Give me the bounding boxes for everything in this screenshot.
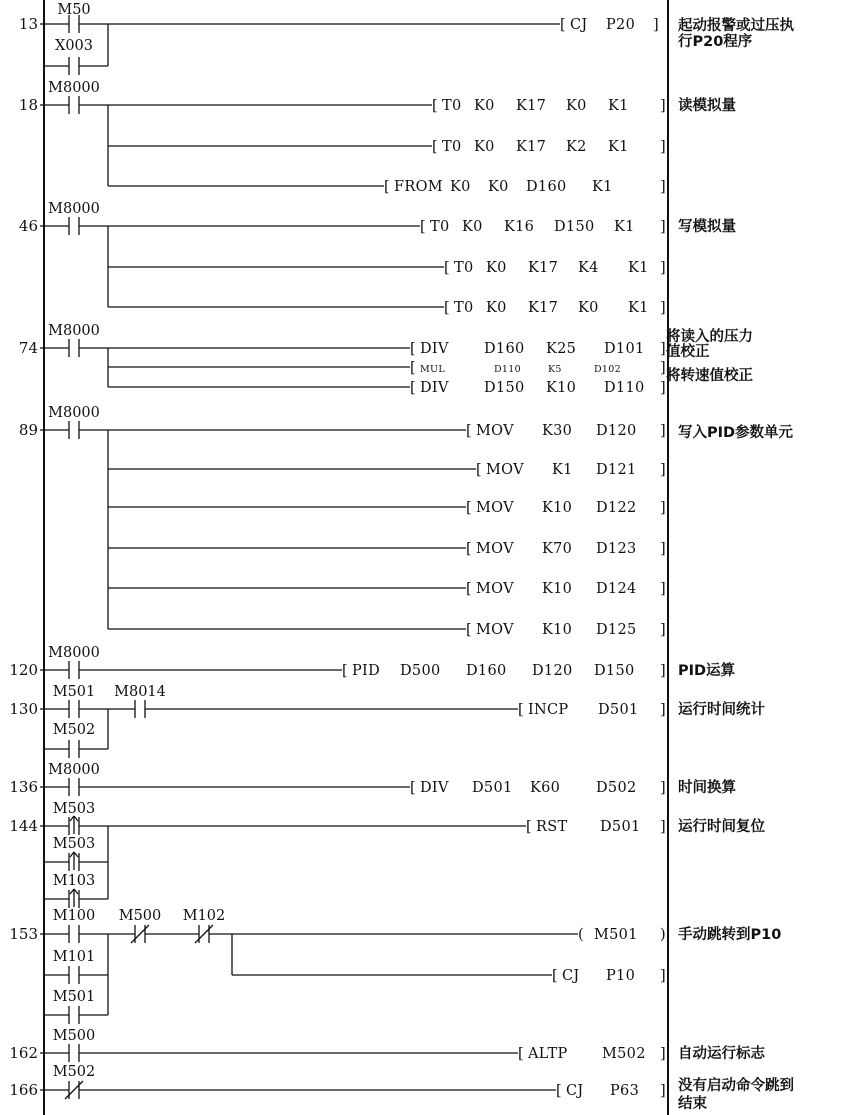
- instruction-operand: D160: [484, 341, 525, 357]
- comment-text: 将读入的压力: [666, 329, 753, 345]
- bracket-close: ]: [660, 98, 666, 114]
- instruction-operand: P20: [606, 17, 636, 33]
- instruction-operand: FROM: [394, 179, 443, 195]
- bracket-close: ]: [660, 139, 666, 155]
- instruction-operand: D150: [594, 663, 635, 679]
- instruction-operand: K4: [578, 260, 599, 276]
- instruction-operand: K0: [566, 98, 587, 114]
- instruction-operand: K70: [542, 541, 573, 557]
- instruction-operand: T0: [454, 260, 474, 276]
- instruction-operand: K60: [530, 780, 561, 796]
- bracket-open: [: [466, 622, 472, 638]
- step-number: 153: [9, 925, 38, 943]
- bracket-close: ]: [660, 702, 666, 718]
- instruction-operand: K17: [528, 300, 559, 316]
- instruction-operand: K0: [486, 300, 507, 316]
- bracket-open: [: [420, 219, 426, 235]
- instruction-operand: K0: [488, 179, 509, 195]
- instruction-operand: CJ: [570, 17, 588, 33]
- bracket-open: [: [432, 139, 438, 155]
- instruction-operand: INCP: [528, 702, 569, 718]
- comment-text: 运行时间复位: [678, 819, 765, 835]
- contact-label: M8014: [114, 684, 166, 700]
- instruction-operand: MOV: [486, 462, 524, 478]
- instruction-operand: K0: [474, 98, 495, 114]
- instruction-operand: T0: [454, 300, 474, 316]
- comment-text: 运行时间统计: [678, 702, 765, 718]
- step-number: 136: [9, 778, 38, 796]
- instruction-operand: DIV: [420, 780, 449, 796]
- instruction-operand: T0: [430, 219, 450, 235]
- bracket-close: ]: [660, 300, 666, 316]
- instruction-operand: D501: [600, 819, 641, 835]
- instruction-operand: K10: [542, 622, 573, 638]
- step-number: 89: [18, 421, 38, 439]
- bracket-open: [: [410, 341, 416, 357]
- comment-text: PID运算: [678, 663, 736, 679]
- instruction-operand: D122: [596, 500, 637, 516]
- bracket-open: [: [466, 541, 472, 557]
- step-number: 120: [9, 661, 38, 679]
- contact-label: M102: [182, 908, 226, 924]
- contact-label: M501: [52, 684, 96, 700]
- comment-text: 写入PID参数单元: [678, 425, 794, 441]
- instruction-operand: K5: [548, 364, 562, 375]
- instruction-operand: D120: [532, 663, 573, 679]
- bracket-close: ]: [660, 179, 666, 195]
- instruction-operand: T0: [442, 98, 462, 114]
- comment-text: 自动运行标志: [678, 1046, 765, 1062]
- comment-text: 起动报警或过压执: [678, 18, 794, 34]
- bracket-close: ]: [660, 663, 666, 679]
- step-number: 130: [9, 700, 38, 718]
- comment-text: 没有启动命令跳到: [678, 1078, 794, 1094]
- instruction-operand: T0: [442, 139, 462, 155]
- step-number: 18: [18, 96, 38, 114]
- instruction-operand: MOV: [476, 541, 514, 557]
- bracket-open: [: [466, 581, 472, 597]
- instruction-operand: K16: [504, 219, 535, 235]
- contact-label: M8000: [48, 80, 100, 96]
- instruction-operand: D500: [400, 663, 441, 679]
- instruction-operand: D110: [494, 364, 521, 375]
- step-number: 74: [18, 339, 38, 357]
- instruction-operand: K10: [542, 581, 573, 597]
- bracket-open: [: [410, 780, 416, 796]
- instruction-operand: ALTP: [528, 1046, 568, 1062]
- contact-label: M50: [57, 2, 91, 18]
- bracket-open: [: [384, 179, 390, 195]
- step-number: 13: [18, 15, 38, 33]
- step-number: 166: [9, 1081, 38, 1099]
- bracket-open: [: [552, 968, 558, 984]
- instruction-operand: P63: [610, 1083, 640, 1099]
- comment-text: 行P20程序: [678, 34, 753, 50]
- bracket-close: ]: [660, 1046, 666, 1062]
- instruction-operand: D102: [594, 364, 621, 375]
- instruction-operand: K0: [474, 139, 495, 155]
- instruction-operand: D150: [554, 219, 595, 235]
- instruction-operand: K0: [462, 219, 483, 235]
- bracket-close: ]: [660, 260, 666, 276]
- contact-label: M8000: [48, 323, 100, 339]
- contact-label: M8000: [48, 645, 100, 661]
- instruction-operand: K25: [546, 341, 577, 357]
- instruction-operand: D121: [596, 462, 637, 478]
- instruction-operand: K0: [486, 260, 507, 276]
- instruction-operand: K1: [628, 260, 649, 276]
- instruction-operand: K17: [528, 260, 559, 276]
- instruction-operand: K17: [516, 98, 547, 114]
- instruction-operand: K1: [608, 139, 629, 155]
- contact-label: M101: [52, 949, 96, 965]
- bracket-open: [: [444, 260, 450, 276]
- coil-operand: M501: [594, 927, 638, 943]
- instruction-operand: D501: [472, 780, 513, 796]
- comment-text: 值校正: [666, 344, 710, 360]
- instruction-operand: D123: [596, 541, 637, 557]
- bracket-open: [: [518, 702, 524, 718]
- comment-text: 写模拟量: [678, 219, 736, 235]
- instruction-operand: D101: [604, 341, 645, 357]
- bracket-close: ]: [660, 780, 666, 796]
- coil-close: ): [660, 927, 666, 943]
- bracket-close: ]: [660, 423, 666, 439]
- instruction-operand: PID: [352, 663, 381, 679]
- instruction-operand: K0: [450, 179, 471, 195]
- contact-label: X003: [55, 38, 93, 54]
- instruction-operand: K1: [628, 300, 649, 316]
- instruction-operand: CJ: [566, 1083, 584, 1099]
- bracket-close: ]: [660, 622, 666, 638]
- bracket-close: ]: [660, 819, 666, 835]
- bracket-open: [: [518, 1046, 524, 1062]
- bracket-close: ]: [660, 541, 666, 557]
- instruction-operand: D160: [466, 663, 507, 679]
- contact-label: M502: [52, 1064, 96, 1080]
- instruction-operand: D160: [526, 179, 567, 195]
- instruction-operand: D150: [484, 380, 525, 396]
- instruction-operand: D125: [596, 622, 637, 638]
- instruction-operand: K10: [542, 500, 573, 516]
- contact-label: M103: [52, 873, 96, 889]
- contact-label: M8000: [48, 762, 100, 778]
- instruction-operand: K1: [592, 179, 613, 195]
- bracket-open: [: [410, 360, 416, 376]
- instruction-operand: K2: [566, 139, 587, 155]
- bracket-close: ]: [660, 380, 666, 396]
- bracket-open: [: [526, 819, 532, 835]
- comment-text: 手动跳转到P10: [678, 927, 782, 943]
- contact-label: M500: [52, 1028, 96, 1044]
- instruction-operand: K0: [578, 300, 599, 316]
- bracket-close: ]: [653, 17, 659, 33]
- step-number: 144: [9, 817, 38, 835]
- instruction-operand: DIV: [420, 380, 449, 396]
- instruction-operand: D110: [604, 380, 645, 396]
- instruction-operand: RST: [536, 819, 568, 835]
- instruction-operand: MUL: [420, 364, 445, 375]
- bracket-open: [: [444, 300, 450, 316]
- bracket-open: [: [466, 500, 472, 516]
- instruction-operand: K30: [542, 423, 573, 439]
- bracket-close: ]: [660, 219, 666, 235]
- instruction-operand: MOV: [476, 581, 514, 597]
- contact-label: M8000: [48, 201, 100, 217]
- step-number: 162: [9, 1044, 38, 1062]
- bracket-close: ]: [660, 968, 666, 984]
- bracket-close: ]: [660, 1083, 666, 1099]
- contact-label: M503: [52, 836, 96, 852]
- bracket-close: ]: [660, 341, 666, 357]
- step-number: 46: [18, 217, 38, 235]
- instruction-operand: D502: [596, 780, 637, 796]
- comment-text: 将转速值校正: [666, 368, 753, 384]
- contact-label: M100: [52, 908, 96, 924]
- instruction-operand: K17: [516, 139, 547, 155]
- bracket-open: [: [432, 98, 438, 114]
- bracket-open: [: [466, 423, 472, 439]
- bracket-close: ]: [660, 500, 666, 516]
- instruction-operand: K10: [546, 380, 577, 396]
- comment-text: 结束: [678, 1096, 707, 1112]
- bracket-open: [: [476, 462, 482, 478]
- bracket-close: ]: [660, 581, 666, 597]
- bracket-open: [: [560, 17, 566, 33]
- instruction-operand: MOV: [476, 423, 514, 439]
- instruction-operand: M502: [602, 1046, 646, 1062]
- bracket-open: [: [342, 663, 348, 679]
- coil-open: (: [578, 927, 584, 943]
- instruction-operand: D120: [596, 423, 637, 439]
- instruction-operand: K1: [614, 219, 635, 235]
- bracket-open: [: [410, 380, 416, 396]
- instruction-operand: D501: [598, 702, 639, 718]
- contact-label: M500: [118, 908, 162, 924]
- instruction-operand: K1: [552, 462, 573, 478]
- comment-text: 时间换算: [678, 780, 736, 796]
- contact-label: M501: [52, 989, 96, 1005]
- instruction-operand: DIV: [420, 341, 449, 357]
- bracket-open: [: [556, 1083, 562, 1099]
- instruction-operand: MOV: [476, 622, 514, 638]
- instruction-operand: D124: [596, 581, 637, 597]
- contact-label: M8000: [48, 405, 100, 421]
- instruction-operand: K1: [608, 98, 629, 114]
- bracket-close: ]: [660, 462, 666, 478]
- instruction-operand: MOV: [476, 500, 514, 516]
- instruction-operand: CJ: [562, 968, 580, 984]
- bracket-close: ]: [660, 360, 666, 376]
- comment-text: 读模拟量: [678, 98, 736, 114]
- instruction-operand: P10: [606, 968, 636, 984]
- contact-label: M503: [52, 801, 96, 817]
- contact-label: M502: [52, 722, 96, 738]
